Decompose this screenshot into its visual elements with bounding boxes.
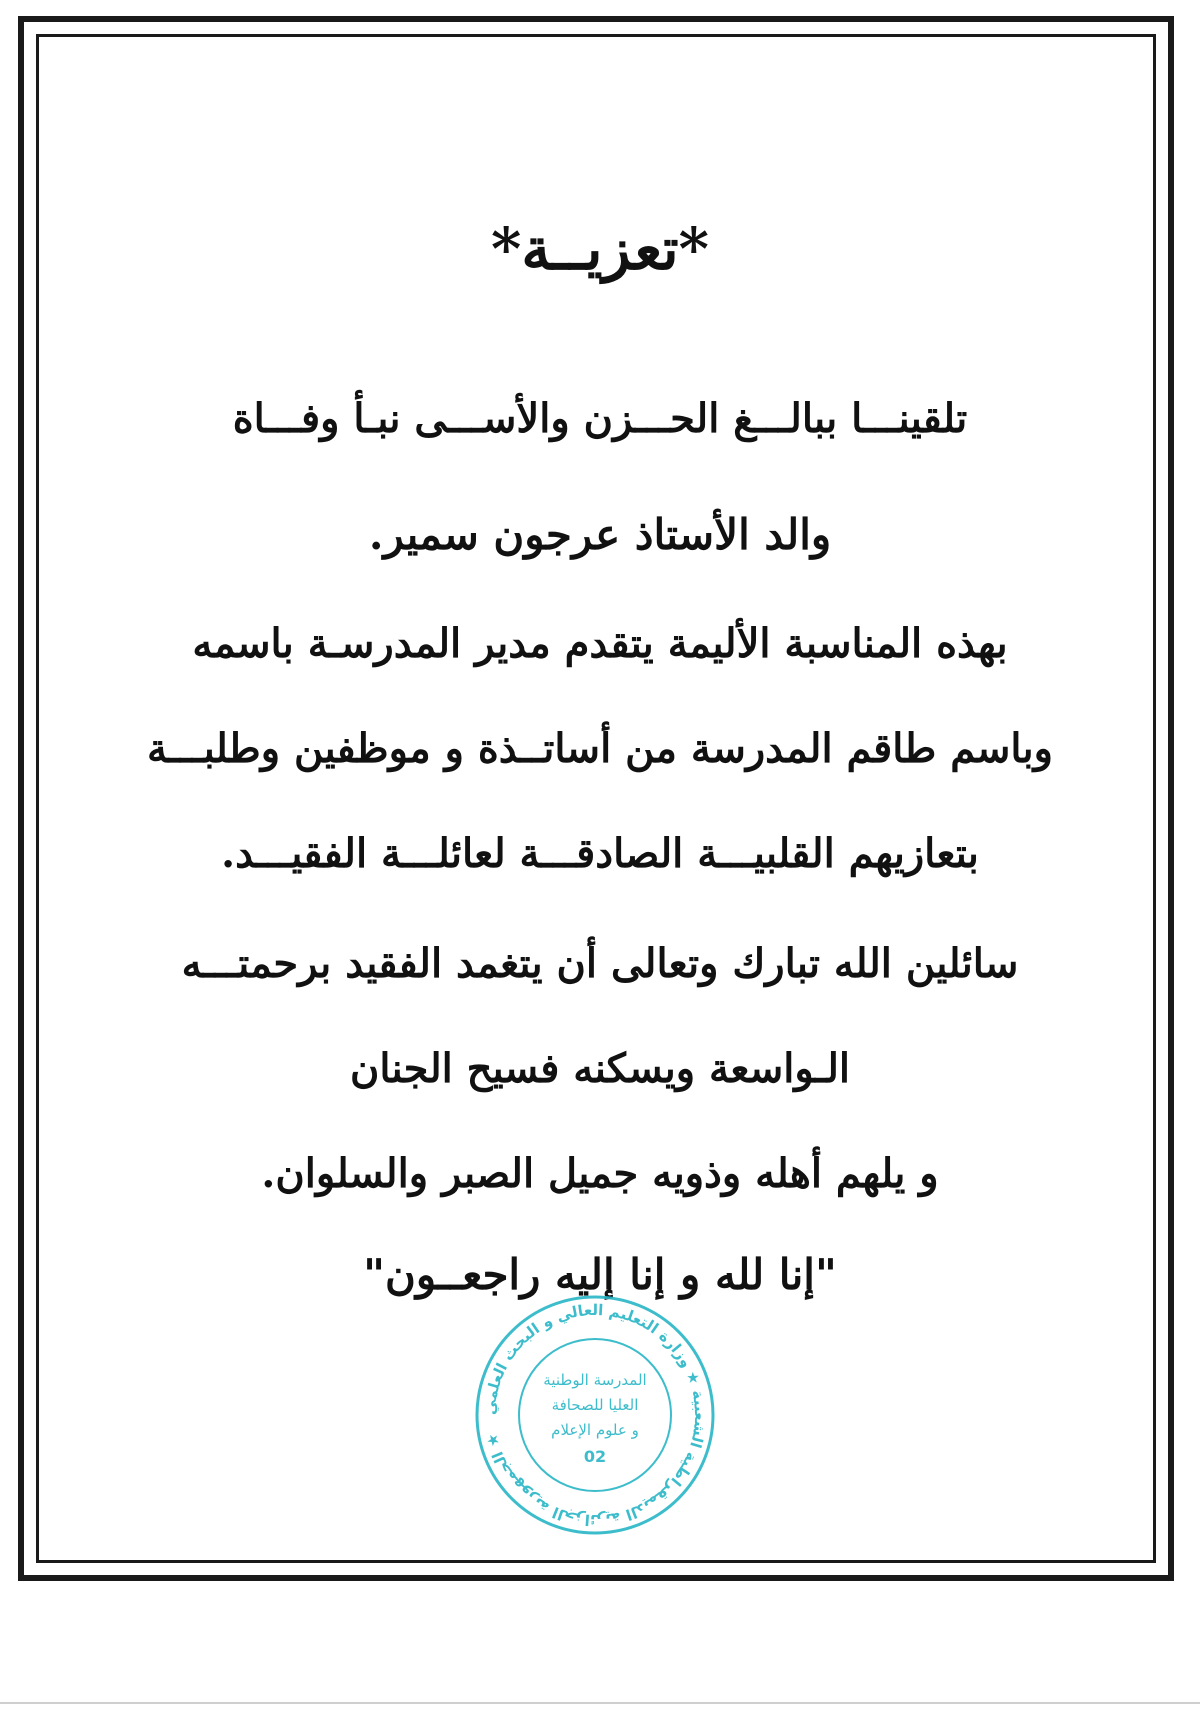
document-title: *تعزيــة* (490, 215, 709, 283)
text-line-1: تلقينـــا ببالـــغ الحـــزن والأســـى نبـأ وفـــاة (232, 395, 968, 442)
text-line-6: سائلين الله تبارك وتعالى أن يتغمد الفقيد برحمتـــه (181, 940, 1019, 987)
stamp-inner-ring (519, 1339, 671, 1491)
text-line-7: الـواسعة ويسكنه فسيح الجنان (349, 1045, 851, 1092)
stamp-inner-line-2: العليا للصحافة (551, 1396, 639, 1414)
page-bottom-rule (0, 1702, 1200, 1704)
text-line-4: وباسم طاقم المدرسة من أساتــذة و موظفين وطلبـــة (147, 725, 1053, 772)
text-line-2: والد الأستاذ عرجون سمير. (368, 510, 832, 559)
closing-verse: "إنا لله و إنا إليه راجعــون" (363, 1250, 837, 1299)
official-stamp (470, 1290, 720, 1540)
text-line-3: بهذه المناسبة الأليمة يتقدم مدير المدرسـة باسمه (192, 620, 1008, 667)
stamp-inner-line-1: المدرسة الوطنية (543, 1371, 647, 1389)
text-line-8: و يلهم أهله وذويه جميل الصبر والسلوان. (261, 1150, 939, 1197)
stamp-outer-text: الجمهورية الجزائرية الديمقراطية الشعبية ★ وزارة التعليم العالي و البحث العلمي ★ (480, 1300, 710, 1530)
stamp-outer-ring (477, 1297, 713, 1533)
stamp-inner-line-3: و علوم الإعلام (551, 1421, 639, 1439)
stamp-inner-number: 02 (583, 1447, 607, 1466)
text-line-5: بتعازيهم القلبيـــة الصادقـــة لعائلـــة الفقيـــد. (221, 830, 979, 877)
